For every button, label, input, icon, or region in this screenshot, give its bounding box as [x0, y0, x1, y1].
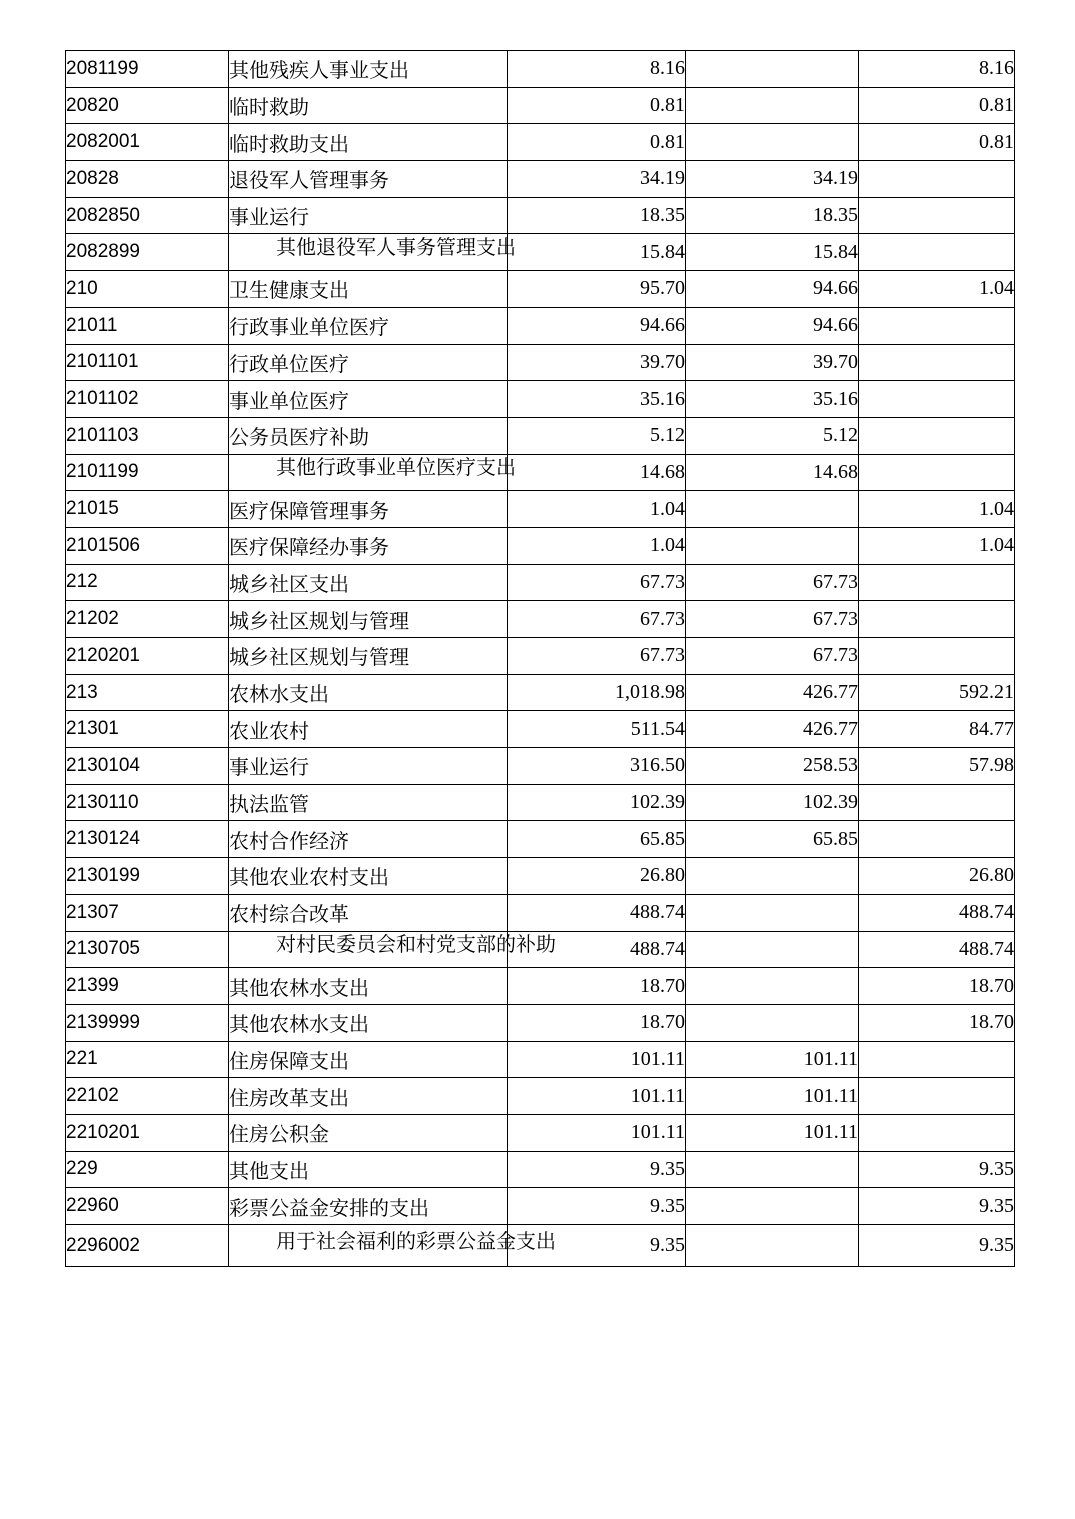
basic-expenditure-cell: 426.77: [686, 674, 859, 711]
basic-expenditure-cell: [686, 1004, 859, 1041]
project-expenditure-cell: [859, 638, 1015, 675]
project-expenditure-cell: 9.35: [859, 1188, 1015, 1225]
total-amount-cell: 18.70: [508, 968, 686, 1005]
total-amount-cell: 101.11: [508, 1078, 686, 1115]
subject-name-cell: [229, 1225, 556, 1267]
total-amount-cell: 316.50: [508, 748, 686, 785]
project-expenditure-cell: [859, 601, 1015, 638]
table-row: [66, 638, 1015, 675]
subject-code-cell: 2130705: [66, 931, 229, 968]
subject-code-cell: 2101199: [66, 454, 229, 491]
total-amount-cell: 67.73: [508, 564, 686, 601]
subject-name-cell: [229, 87, 508, 124]
table-row: [66, 968, 1015, 1005]
table-row: [66, 858, 1015, 895]
basic-expenditure-cell: 67.73: [686, 638, 859, 675]
project-expenditure-cell: 57.98: [859, 748, 1015, 785]
subject-code-cell: 20828: [66, 161, 229, 198]
subject-name-cell: [229, 454, 516, 491]
project-expenditure-cell: 18.70: [859, 968, 1015, 1005]
subject-code-cell: 2101103: [66, 417, 229, 454]
table-row: [66, 931, 1015, 968]
table-row: [66, 344, 1015, 381]
subject-code-cell: 2081199: [66, 51, 229, 88]
table-row: [66, 1078, 1015, 1115]
project-expenditure-cell: 9.35: [859, 1225, 1015, 1267]
table-row: [66, 1114, 1015, 1151]
subject-name-text: 临时救助支出: [229, 131, 349, 156]
total-amount-cell: 1,018.98: [508, 674, 686, 711]
subject-name-cell: [229, 601, 508, 638]
subject-name-text: 事业运行: [229, 205, 309, 230]
basic-expenditure-cell: 35.16: [686, 381, 859, 418]
project-expenditure-cell: [859, 381, 1015, 418]
subject-name-text: 执法监管: [229, 792, 309, 817]
project-expenditure-cell: 18.70: [859, 1004, 1015, 1041]
subject-name-text: 其他农林水支出: [229, 975, 369, 1000]
table-row: [66, 1225, 1015, 1267]
subject-code-cell: 210: [66, 271, 229, 308]
subject-name-cell: [229, 784, 508, 821]
basic-expenditure-cell: 67.73: [686, 564, 859, 601]
total-amount-cell: 102.39: [508, 784, 686, 821]
subject-code-cell: 2296002: [66, 1225, 229, 1267]
subject-code-cell: 221: [66, 1041, 229, 1078]
total-amount-cell: 9.35: [508, 1225, 686, 1267]
basic-expenditure-cell: [686, 1151, 859, 1188]
project-expenditure-cell: [859, 197, 1015, 234]
table-row: [66, 1004, 1015, 1041]
subject-name-cell: [229, 234, 516, 271]
total-amount-cell: 1.04: [508, 527, 686, 564]
table-row: [66, 234, 1015, 271]
subject-code-cell: 2120201: [66, 638, 229, 675]
subject-code-cell: 2139999: [66, 1004, 229, 1041]
subject-code-cell: 21011: [66, 307, 229, 344]
subject-name-text: 住房保障支出: [229, 1048, 349, 1073]
subject-name-cell: [229, 307, 508, 344]
subject-name-cell: [229, 197, 508, 234]
subject-name-cell: [229, 1151, 508, 1188]
subject-name-text: 公务员医疗补助: [229, 425, 369, 450]
subject-name-cell: [229, 1188, 508, 1225]
subject-name-text: 其他残疾人事业支出: [229, 58, 409, 83]
subject-code-cell: 2082001: [66, 124, 229, 161]
subject-code-cell: 2130110: [66, 784, 229, 821]
basic-expenditure-cell: [686, 894, 859, 931]
project-expenditure-cell: 26.80: [859, 858, 1015, 895]
subject-name-text: 临时救助: [229, 95, 309, 120]
basic-expenditure-cell: 426.77: [686, 711, 859, 748]
basic-expenditure-cell: [686, 931, 859, 968]
subject-name-cell: [229, 527, 508, 564]
subject-code-cell: 229: [66, 1151, 229, 1188]
total-amount-cell: 94.66: [508, 307, 686, 344]
basic-expenditure-cell: [686, 124, 859, 161]
subject-name-text: 事业单位医疗: [229, 388, 349, 413]
basic-expenditure-cell: [686, 968, 859, 1005]
subject-name-text: 医疗保障经办事务: [229, 535, 389, 560]
project-expenditure-cell: [859, 417, 1015, 454]
project-expenditure-cell: 1.04: [859, 491, 1015, 528]
subject-code-cell: 21015: [66, 491, 229, 528]
basic-expenditure-cell: 67.73: [686, 601, 859, 638]
table-row: [66, 161, 1015, 198]
total-amount-cell: 488.74: [508, 894, 686, 931]
subject-name-cell: [229, 1078, 508, 1115]
table-row: [66, 124, 1015, 161]
basic-expenditure-cell: [686, 87, 859, 124]
subject-name-text: 用于社会福利的彩票公益金支出: [276, 1228, 556, 1253]
project-expenditure-cell: [859, 234, 1015, 271]
subject-name-text: 农村综合改革: [229, 902, 349, 927]
total-amount-cell: 15.84: [508, 234, 686, 271]
total-amount-cell: 34.19: [508, 161, 686, 198]
basic-expenditure-cell: 258.53: [686, 748, 859, 785]
table-row: [66, 381, 1015, 418]
basic-expenditure-cell: 65.85: [686, 821, 859, 858]
project-expenditure-cell: 8.16: [859, 51, 1015, 88]
subject-name-cell: [229, 51, 508, 88]
basic-expenditure-cell: 18.35: [686, 197, 859, 234]
subject-name-cell: [229, 381, 508, 418]
table-row: [66, 564, 1015, 601]
subject-name-cell: [229, 711, 508, 748]
subject-name-cell: [229, 271, 508, 308]
table-row: [66, 1151, 1015, 1188]
subject-name-text: 对村民委员会和村党支部的补助: [276, 932, 556, 957]
subject-name-text: 城乡社区规划与管理: [229, 645, 409, 670]
subject-code-cell: 2082899: [66, 234, 229, 271]
total-amount-cell: 95.70: [508, 271, 686, 308]
project-expenditure-cell: 0.81: [859, 124, 1015, 161]
basic-expenditure-cell: 5.12: [686, 417, 859, 454]
subject-name-text: 住房改革支出: [229, 1085, 349, 1110]
table-row: [66, 601, 1015, 638]
table-row: [66, 1041, 1015, 1078]
subject-code-cell: 2101101: [66, 344, 229, 381]
subject-name-text: 农业农村: [229, 718, 309, 743]
project-expenditure-cell: 1.04: [859, 271, 1015, 308]
basic-expenditure-cell: [686, 527, 859, 564]
project-expenditure-cell: [859, 344, 1015, 381]
subject-name-text: 事业运行: [229, 755, 309, 780]
subject-name-text: 彩票公益金安排的支出: [229, 1195, 429, 1220]
table-row: [66, 674, 1015, 711]
basic-expenditure-cell: 101.11: [686, 1114, 859, 1151]
basic-expenditure-cell: 34.19: [686, 161, 859, 198]
total-amount-cell: 8.16: [508, 51, 686, 88]
table-row: [66, 87, 1015, 124]
subject-name-text: 其他行政事业单位医疗支出: [276, 455, 516, 480]
total-amount-cell: 0.81: [508, 87, 686, 124]
basic-expenditure-cell: [686, 491, 859, 528]
total-amount-cell: 9.35: [508, 1188, 686, 1225]
subject-name-cell: [229, 344, 508, 381]
table-row: [66, 51, 1015, 88]
project-expenditure-cell: [859, 1078, 1015, 1115]
table-row: [66, 197, 1015, 234]
subject-code-cell: 20820: [66, 87, 229, 124]
basic-expenditure-cell: 101.11: [686, 1078, 859, 1115]
basic-expenditure-cell: 94.66: [686, 271, 859, 308]
subject-name-cell: [229, 564, 508, 601]
subject-name-cell: [229, 161, 508, 198]
subject-name-cell: [229, 968, 508, 1005]
project-expenditure-cell: [859, 1114, 1015, 1151]
project-expenditure-cell: 592.21: [859, 674, 1015, 711]
total-amount-cell: 101.11: [508, 1041, 686, 1078]
subject-code-cell: 21301: [66, 711, 229, 748]
project-expenditure-cell: [859, 821, 1015, 858]
project-expenditure-cell: [859, 784, 1015, 821]
total-amount-cell: 18.35: [508, 197, 686, 234]
table-row: [66, 271, 1015, 308]
table-row: [66, 454, 1015, 491]
budget-expenditure-table: [65, 50, 1015, 1267]
subject-name-text: 城乡社区规划与管理: [229, 608, 409, 633]
total-amount-cell: 65.85: [508, 821, 686, 858]
subject-name-text: 其他支出: [229, 1158, 309, 1183]
subject-name-cell: [229, 858, 508, 895]
table-row: [66, 1188, 1015, 1225]
subject-name-text: 其他退役军人事务管理支出: [276, 235, 516, 260]
table-row: [66, 711, 1015, 748]
basic-expenditure-cell: 39.70: [686, 344, 859, 381]
subject-name-text: 城乡社区支出: [229, 571, 349, 596]
subject-code-cell: 212: [66, 564, 229, 601]
table-row: [66, 894, 1015, 931]
project-expenditure-cell: 9.35: [859, 1151, 1015, 1188]
total-amount-cell: 67.73: [508, 638, 686, 675]
subject-name-text: 医疗保障管理事务: [229, 498, 389, 523]
table-row: [66, 748, 1015, 785]
subject-code-cell: 21399: [66, 968, 229, 1005]
table-row: [66, 307, 1015, 344]
table-body: [66, 51, 1015, 1267]
total-amount-cell: 1.04: [508, 491, 686, 528]
project-expenditure-cell: 84.77: [859, 711, 1015, 748]
table-row: [66, 821, 1015, 858]
project-expenditure-cell: [859, 564, 1015, 601]
project-expenditure-cell: [859, 307, 1015, 344]
subject-name-cell: [229, 748, 508, 785]
total-amount-cell: 488.74: [508, 931, 686, 968]
subject-code-cell: 22960: [66, 1188, 229, 1225]
subject-name-text: 其他农业农村支出: [229, 865, 389, 890]
subject-code-cell: 2130199: [66, 858, 229, 895]
total-amount-cell: 14.68: [508, 454, 686, 491]
table-row: [66, 527, 1015, 564]
subject-name-text: 农村合作经济: [229, 828, 349, 853]
subject-code-cell: 21202: [66, 601, 229, 638]
project-expenditure-cell: 1.04: [859, 527, 1015, 564]
subject-name-text: 行政单位医疗: [229, 351, 349, 376]
subject-name-text: 行政事业单位医疗: [229, 315, 389, 340]
subject-code-cell: 2210201: [66, 1114, 229, 1151]
total-amount-cell: 9.35: [508, 1151, 686, 1188]
basic-expenditure-cell: [686, 1188, 859, 1225]
subject-name-cell: [229, 1114, 508, 1151]
subject-name-cell: [229, 417, 508, 454]
subject-code-cell: 2082850: [66, 197, 229, 234]
subject-name-cell: [229, 821, 508, 858]
project-expenditure-cell: 0.81: [859, 87, 1015, 124]
total-amount-cell: 26.80: [508, 858, 686, 895]
subject-name-cell: [229, 931, 556, 968]
subject-code-cell: 2130124: [66, 821, 229, 858]
subject-name-text: 退役军人管理事务: [229, 168, 389, 193]
basic-expenditure-cell: [686, 1225, 859, 1267]
subject-name-cell: [229, 124, 508, 161]
subject-name-cell: [229, 894, 508, 931]
total-amount-cell: 39.70: [508, 344, 686, 381]
basic-expenditure-cell: 101.11: [686, 1041, 859, 1078]
subject-name-cell: [229, 491, 508, 528]
subject-name-cell: [229, 674, 508, 711]
total-amount-cell: 511.54: [508, 711, 686, 748]
subject-name-text: 其他农林水支出: [229, 1012, 369, 1037]
project-expenditure-cell: [859, 454, 1015, 491]
project-expenditure-cell: [859, 1041, 1015, 1078]
subject-code-cell: 2130104: [66, 748, 229, 785]
subject-name-cell: [229, 1041, 508, 1078]
subject-code-cell: 2101102: [66, 381, 229, 418]
total-amount-cell: 5.12: [508, 417, 686, 454]
basic-expenditure-cell: 15.84: [686, 234, 859, 271]
table-row: [66, 417, 1015, 454]
subject-code-cell: 213: [66, 674, 229, 711]
subject-code-cell: 22102: [66, 1078, 229, 1115]
basic-expenditure-cell: 102.39: [686, 784, 859, 821]
total-amount-cell: 35.16: [508, 381, 686, 418]
subject-name-cell: [229, 1004, 508, 1041]
basic-expenditure-cell: 94.66: [686, 307, 859, 344]
total-amount-cell: 0.81: [508, 124, 686, 161]
subject-name-cell: [229, 638, 508, 675]
project-expenditure-cell: 488.74: [859, 931, 1015, 968]
basic-expenditure-cell: 14.68: [686, 454, 859, 491]
total-amount-cell: 18.70: [508, 1004, 686, 1041]
basic-expenditure-cell: [686, 858, 859, 895]
total-amount-cell: 67.73: [508, 601, 686, 638]
subject-name-text: 住房公积金: [229, 1122, 329, 1147]
total-amount-cell: 101.11: [508, 1114, 686, 1151]
subject-code-cell: 21307: [66, 894, 229, 931]
subject-code-cell: 2101506: [66, 527, 229, 564]
subject-name-text: 卫生健康支出: [229, 278, 349, 303]
project-expenditure-cell: [859, 161, 1015, 198]
table-row: [66, 491, 1015, 528]
table-row: [66, 784, 1015, 821]
subject-name-text: 农林水支出: [229, 682, 329, 707]
project-expenditure-cell: 488.74: [859, 894, 1015, 931]
basic-expenditure-cell: [686, 51, 859, 88]
